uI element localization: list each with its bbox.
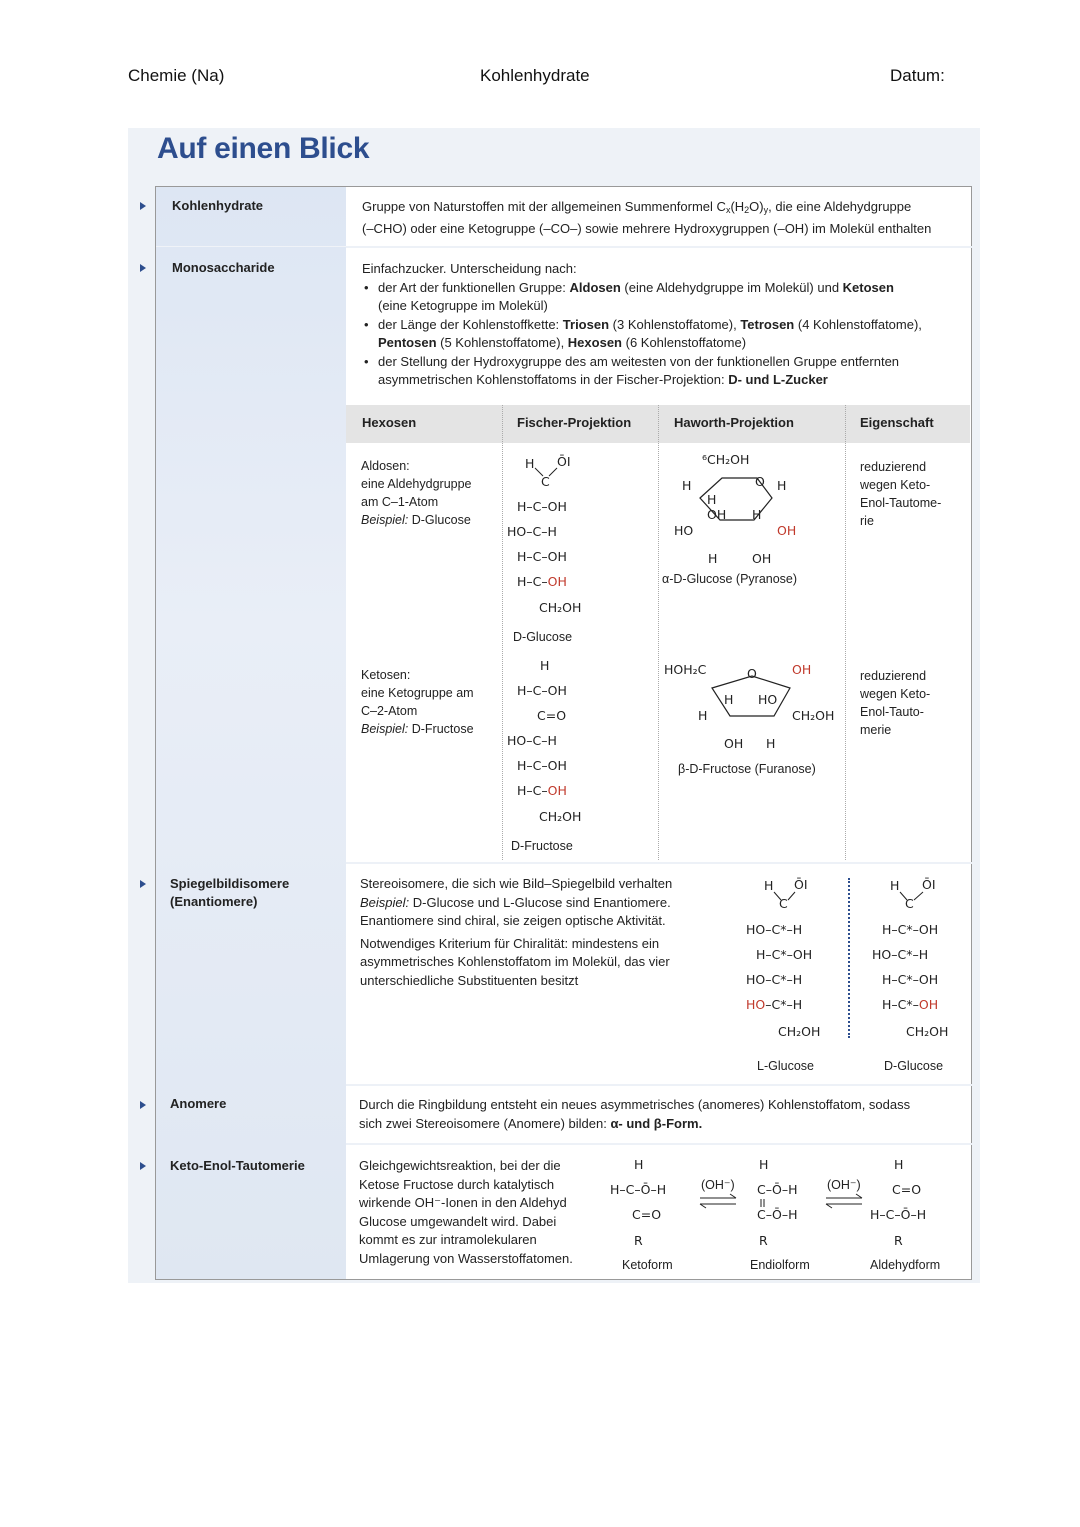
bond-line xyxy=(914,892,923,900)
fischer-d-glucose xyxy=(505,448,655,626)
term-anomere: Anomere xyxy=(170,1096,227,1111)
definition-bold: α- und β-Form. xyxy=(610,1115,703,1131)
atom-label: HO xyxy=(674,523,694,538)
atom-label: R xyxy=(894,1233,903,1248)
row-divider xyxy=(346,862,972,864)
ketose-property xyxy=(860,667,930,739)
ketose-desc-line: eine Ketogruppe am xyxy=(361,686,474,700)
bullet-marker xyxy=(140,880,146,888)
atom-label: HO–C*–H xyxy=(746,972,803,987)
aldose-description xyxy=(361,457,472,529)
definition-line: kommt es zur intramolekularen xyxy=(359,1232,537,1247)
intro-text: Einfachzucker. Unterscheidung nach: xyxy=(362,261,577,276)
list-text-bold: Tetrosen xyxy=(740,316,795,332)
arrow-head xyxy=(856,1194,862,1198)
atom-label: O xyxy=(747,666,757,681)
atom-label: H xyxy=(525,456,535,471)
atom-label: H xyxy=(766,736,776,751)
list-text: (5 Kohlenstoffatome), xyxy=(436,335,568,350)
term-keto-enol: Keto-Enol-Tautomerie xyxy=(170,1158,305,1173)
definition-text: (–CHO) oder eine Ketogruppe (–CO–) sowie mehrere Hydroxygruppen (–OH) im Molekül enthalten xyxy=(362,220,932,236)
definition-text: (H xyxy=(730,199,745,214)
term-enantiomere xyxy=(170,875,289,911)
list-bullet: • xyxy=(364,279,369,295)
atom-label: H xyxy=(777,478,787,493)
aldose-desc-line: am C–1-Atom xyxy=(361,495,439,509)
haworth-glucose xyxy=(662,448,842,573)
atom-label: ŌI xyxy=(794,877,808,892)
term-kohlenhydrate: Kohlenhydrate xyxy=(172,198,264,213)
ketose-desc-line: C–2-Atom xyxy=(361,704,418,718)
atom-label: H–C–OH xyxy=(517,783,567,798)
column-divider xyxy=(658,405,659,860)
arrow-head xyxy=(700,1204,706,1208)
atom-label: C xyxy=(541,474,550,489)
property-line: wegen Keto- xyxy=(860,478,931,492)
bullet-marker xyxy=(140,202,146,210)
atom-label: R xyxy=(634,1233,643,1248)
atom-label: HO–C*–H xyxy=(746,922,803,937)
list-text-bold: Pentosen xyxy=(378,335,437,350)
col-header-hexosen: Hexosen xyxy=(362,415,417,430)
list-text: asymmetrischen Kohlenstoffatoms in der Fischer-Projektion: xyxy=(378,372,729,387)
definition-line: Umlagerung von Wasserstoffatomen. xyxy=(359,1250,573,1266)
col-header-haworth: Haworth-Projektion xyxy=(674,415,794,430)
property-line: rie xyxy=(860,514,874,528)
arrow-head xyxy=(730,1194,736,1198)
page-title: Auf einen Blick xyxy=(157,132,370,165)
atom-label: C xyxy=(905,896,914,911)
list-text: (eine Aldehydgruppe im Molekül) und xyxy=(620,279,843,295)
atom-label: H–C–OH xyxy=(517,683,567,698)
example-value: D-Glucose xyxy=(408,513,471,527)
caption-fischer-fructose: D-Fructose xyxy=(511,839,573,853)
list-text: der Länge der Kohlenstoffkette: xyxy=(378,316,563,332)
property-line: reduzierend xyxy=(860,460,927,474)
example-label: Beispiel: xyxy=(361,722,409,736)
row-divider xyxy=(346,1143,972,1145)
atom-label: H xyxy=(707,492,717,507)
definition-line: wirkende OH⁻-Ionen in den Aldehyd xyxy=(359,1195,567,1210)
atom-label: H xyxy=(634,1157,644,1172)
atom-label: H–C–OH xyxy=(517,758,567,773)
list-bullet: • xyxy=(364,316,369,332)
caption-ketoform: Ketoform xyxy=(622,1258,673,1272)
list-text: (eine Ketogruppe im Molekül) xyxy=(378,298,548,313)
list-text: der Stellung der Hydroxygruppe des am weitesten von der funktionellen Gruppe entfernten xyxy=(378,353,900,369)
atom-label: H–C–Ō–H xyxy=(610,1182,667,1197)
atom-label: H xyxy=(890,878,900,893)
column-divider xyxy=(845,405,846,860)
atom-label: C–Ō–H xyxy=(757,1207,798,1222)
atom-label: H–C–Ō–H xyxy=(870,1207,927,1222)
definition-anomere xyxy=(359,1096,959,1133)
atom-label: H xyxy=(752,507,762,522)
list-text: (4 Kohlenstoffatome), xyxy=(794,316,922,332)
atom-label: OH xyxy=(752,551,772,566)
term-line: (Enantiomere) xyxy=(170,894,258,909)
list-text-bold: Triosen xyxy=(562,316,610,332)
atom-label: C=O xyxy=(892,1182,922,1197)
atom-label: CH₂OH xyxy=(778,1024,821,1039)
arrow-head xyxy=(826,1204,832,1208)
property-line: Enol-Tauto- xyxy=(860,705,924,719)
atom-label: C=O xyxy=(537,708,567,723)
atom-label: H–C–OH xyxy=(517,499,567,514)
example-label: Beispiel: xyxy=(360,894,410,910)
atom-label: HOH₂C xyxy=(664,662,707,677)
example-value: D-Fructose xyxy=(408,722,474,736)
atom-label: H xyxy=(894,1157,904,1172)
row-divider xyxy=(346,1084,972,1086)
atom-label: OH xyxy=(792,662,812,677)
atom-label: H xyxy=(540,658,550,673)
caption-endiolform: Endiolform xyxy=(750,1258,810,1272)
atom-label: HO–C–H xyxy=(507,524,557,539)
fischer-l-glucose xyxy=(742,872,852,1047)
definition-line: unterschiedliche Substituenten besitzt xyxy=(360,972,579,988)
definition-line: Gleichgewichtsreaktion, bei der die xyxy=(359,1158,561,1173)
atom-label: OH xyxy=(707,507,727,522)
atom-label: C–Ō–H xyxy=(757,1182,798,1197)
aldose-label: Aldosen: xyxy=(361,459,410,473)
atom-label: CH₂OH xyxy=(906,1024,949,1039)
term-column xyxy=(156,186,346,1280)
aldose-property xyxy=(860,458,941,530)
list-item xyxy=(362,316,962,353)
atom-label: OH xyxy=(777,523,797,538)
term-line: Spiegelbildisomere xyxy=(170,876,290,891)
caption-l-glucose: L-Glucose xyxy=(757,1059,814,1073)
atom-label: H–C*–OH xyxy=(882,972,939,987)
atom-label: CH₂OH xyxy=(792,708,835,723)
atom-label: HO xyxy=(758,692,778,707)
ketose-label: Ketosen: xyxy=(361,668,411,682)
definition-kohlenhydrate xyxy=(362,198,962,238)
atom-label: HO–C–H xyxy=(507,733,557,748)
subscript: 2 xyxy=(744,205,750,215)
atom-label: H–C*–OH xyxy=(882,922,939,937)
definition-line: Ketose Fructose durch katalytisch xyxy=(359,1176,555,1192)
definition-line: Enantiomere sind chiral, sie zeigen optische Aktivität. xyxy=(360,913,666,928)
atom-label: OH xyxy=(724,736,744,751)
atom-label: O xyxy=(755,474,765,489)
definition-monosaccharide xyxy=(362,260,962,390)
property-line: Enol-Tautome- xyxy=(860,496,942,510)
subscript: x xyxy=(725,205,731,215)
caption-aldehydform: Aldehydform xyxy=(870,1258,941,1272)
header-subject: Chemie (Na) xyxy=(128,66,225,85)
definition-keto-enol xyxy=(359,1157,604,1268)
definition-text: , die eine Aldehydgruppe xyxy=(768,199,912,214)
list-text: (6 Kohlenstoffatome) xyxy=(622,335,747,350)
definition-line: sich zwei Stereoisomere (Anomere) bilden: xyxy=(359,1115,611,1131)
header-topic: Kohlenhydrate xyxy=(480,66,590,85)
caption-d-glucose: D-Glucose xyxy=(884,1059,944,1073)
atom-label: ⁶CH₂OH xyxy=(702,452,750,467)
term-monosaccharide: Monosaccharide xyxy=(172,260,275,275)
atom-label: H–C*–OH xyxy=(756,947,813,962)
atom-label: H xyxy=(764,878,774,893)
definition-line: D-Glucose und L-Glucose sind Enantiomere. xyxy=(409,894,671,910)
list-item xyxy=(362,279,962,316)
bullet-marker xyxy=(140,1101,146,1109)
definition-line: asymmetrisches Kohlenstoffatom im Molekül, das vier xyxy=(360,954,670,969)
definition-line: Glucose umgewandelt wird. Dabei xyxy=(359,1213,557,1229)
definition-text: O) xyxy=(749,199,764,214)
property-line: wegen Keto- xyxy=(860,687,931,701)
caption-haworth-glucose: α-D-Glucose (Pyranose) xyxy=(662,572,798,586)
catalyst-label: (OH⁻) xyxy=(701,1178,735,1192)
header-date: Datum: xyxy=(890,66,945,85)
catalyst-label: (OH⁻) xyxy=(827,1178,861,1192)
caption-haworth-fructose: β-D-Fructose (Furanose) xyxy=(678,762,816,776)
atom-label: R xyxy=(759,1233,768,1248)
atom-label: C=O xyxy=(632,1207,662,1222)
atom-label: H xyxy=(708,551,718,566)
example-label: Beispiel: xyxy=(361,513,409,527)
atom-label: CH₂OH xyxy=(539,809,582,824)
atom-label: H–C–OH xyxy=(517,549,567,564)
list-bullet: • xyxy=(364,353,369,369)
atom-label: ŌI xyxy=(922,877,936,892)
property-line: reduzierend xyxy=(860,669,927,683)
atom-label: H xyxy=(698,708,708,723)
haworth-fructose xyxy=(662,658,842,758)
atom-label: H xyxy=(724,692,734,707)
keto-enol-diagram xyxy=(606,1152,968,1252)
atom-label: C xyxy=(779,896,788,911)
atom-label: H xyxy=(682,478,692,493)
aldose-desc-line: eine Aldehydgruppe xyxy=(361,477,472,491)
row-divider xyxy=(346,246,972,248)
list-text: der Art der funktionellen Gruppe: xyxy=(378,279,570,295)
caption-fischer-glucose: D-Glucose xyxy=(513,630,573,644)
atom-label: CH₂OH xyxy=(539,600,582,615)
list-text-bold: Hexosen xyxy=(567,335,622,350)
definition-line: Durch die Ringbildung entsteht ein neues asymmetrisches (anomeres) Kohlenstoffatom, sodass xyxy=(359,1097,911,1112)
bond-line xyxy=(788,892,795,900)
definition-text: Gruppe von Naturstoffen mit der allgemeinen Summenformel C xyxy=(362,199,726,214)
atom-label: HO–C*–H xyxy=(746,997,803,1012)
list-text-bold: Aldosen xyxy=(569,279,621,295)
column-divider xyxy=(502,405,503,860)
col-header-eigenschaft: Eigenschaft xyxy=(860,415,934,430)
fischer-d-glucose-enantiomer xyxy=(868,872,978,1047)
ketose-description xyxy=(361,666,474,738)
property-line: merie xyxy=(860,723,892,737)
mirror-plane xyxy=(848,878,850,1038)
fischer-d-fructose xyxy=(505,655,655,835)
definition-line: Stereoisomere, die sich wie Bild–Spiegelbild verhalten xyxy=(360,876,673,891)
atom-label: ŌI xyxy=(557,454,571,469)
definition-line: Notwendiges Kriterium für Chiralität: mindestens ein xyxy=(360,935,660,951)
col-header-fischer: Fischer-Projektion xyxy=(517,415,632,430)
atom-label: HO–C*–H xyxy=(872,947,929,962)
list-text-bold: Ketosen xyxy=(842,279,894,295)
definition-enantiomere xyxy=(360,875,720,990)
bullet-marker xyxy=(140,1162,146,1170)
list-text: (3 Kohlenstoffatome), xyxy=(609,316,741,332)
subscript: y xyxy=(763,205,769,215)
atom-label: H–C*–OH xyxy=(882,997,939,1012)
list-text-bold: D- und L-Zucker xyxy=(728,372,828,387)
bullet-marker xyxy=(140,264,146,272)
bond-line xyxy=(549,468,557,476)
atom-label: H xyxy=(759,1157,769,1172)
atom-label: H–C–OH xyxy=(517,574,567,589)
list-item xyxy=(362,353,962,390)
